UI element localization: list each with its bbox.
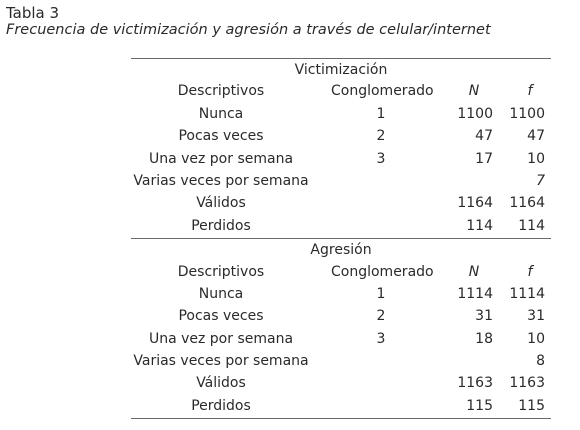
cell-n: 1100 — [457, 105, 493, 122]
section-title-agresion: Agresión — [310, 242, 372, 259]
table-bottom-rule — [131, 418, 551, 419]
cell-n: 18 — [475, 330, 493, 347]
cell-n: 17 — [475, 150, 493, 167]
column-header-f: f — [527, 83, 533, 100]
cell-conglomerado: 1 — [376, 105, 386, 122]
table-row — [131, 171, 551, 193]
table-row — [131, 193, 551, 215]
cell-f: 115 — [518, 397, 545, 414]
cell-f: 47 — [527, 128, 545, 145]
cell-conglomerado: 2 — [376, 308, 386, 325]
cell-conglomerado: 3 — [376, 150, 386, 167]
table-row — [131, 306, 551, 328]
cell-f: 10 — [527, 330, 545, 347]
cell-descriptivo: Nunca — [198, 105, 244, 122]
table-row — [131, 216, 551, 238]
cell-n: 1163 — [457, 375, 493, 392]
table-caption-title: Tabla 3 — [6, 4, 60, 22]
cell-n: 114 — [466, 217, 493, 234]
cell-descriptivo: Varias veces por semana — [133, 353, 309, 370]
cell-f: 1164 — [509, 195, 545, 212]
cell-descriptivo: Nunca — [198, 285, 244, 302]
cell-conglomerado: 1 — [376, 285, 386, 302]
table-row — [131, 373, 551, 395]
table-row — [131, 396, 551, 418]
cell-n: 1114 — [457, 285, 493, 302]
column-header-n: N — [468, 263, 480, 280]
cell-f: 31 — [527, 308, 545, 325]
cell-descriptivo: Válidos — [196, 375, 246, 392]
cell-n: 31 — [475, 308, 493, 325]
cell-n: 1164 — [457, 195, 493, 212]
column-header-descriptivos: Descriptivos — [177, 83, 265, 100]
cell-n: 115 — [466, 397, 493, 414]
table-row — [131, 126, 551, 148]
table-row — [131, 284, 551, 306]
column-header-descriptivos: Descriptivos — [177, 263, 265, 280]
cell-descriptivo: Válidos — [196, 195, 246, 212]
column-header-f: f — [527, 263, 533, 280]
cell-f: 10 — [527, 150, 545, 167]
section-title-row — [131, 59, 551, 81]
section-title-row — [131, 239, 551, 261]
cell-f: 8 — [536, 353, 545, 370]
column-header-row — [131, 262, 551, 284]
column-header-n: N — [468, 83, 480, 100]
cell-f: 1100 — [509, 105, 545, 122]
section-title-victimizacion: Victimización — [294, 62, 388, 78]
cell-f: 1114 — [509, 285, 545, 302]
table-caption-subtitle: Frecuencia de victimización y agresión a través de celular/internet — [6, 22, 491, 38]
table-row — [131, 329, 551, 351]
cell-f: 114 — [518, 217, 545, 234]
column-header-conglomerado: Conglomerado — [331, 263, 434, 280]
cell-descriptivo: Pocas veces — [178, 128, 264, 145]
frequency-table — [131, 58, 551, 419]
cell-descriptivo: Perdidos — [191, 217, 251, 234]
table-row — [131, 149, 551, 171]
cell-n: 47 — [475, 128, 493, 145]
cell-descriptivo: Una vez por semana — [148, 150, 294, 167]
cell-descriptivo: Una vez por semana — [148, 330, 294, 347]
cell-descriptivo: Perdidos — [191, 397, 251, 414]
cell-descriptivo: Pocas veces — [178, 308, 264, 325]
cell-f: 7 — [536, 172, 545, 189]
table-row — [131, 104, 551, 126]
cell-f: 1163 — [509, 375, 545, 392]
cell-conglomerado: 3 — [376, 330, 386, 347]
cell-conglomerado: 2 — [376, 128, 386, 145]
cell-descriptivo: Varias veces por semana — [133, 172, 309, 189]
table-row — [131, 351, 551, 373]
column-header-conglomerado: Conglomerado — [331, 83, 434, 100]
column-header-row — [131, 81, 551, 103]
